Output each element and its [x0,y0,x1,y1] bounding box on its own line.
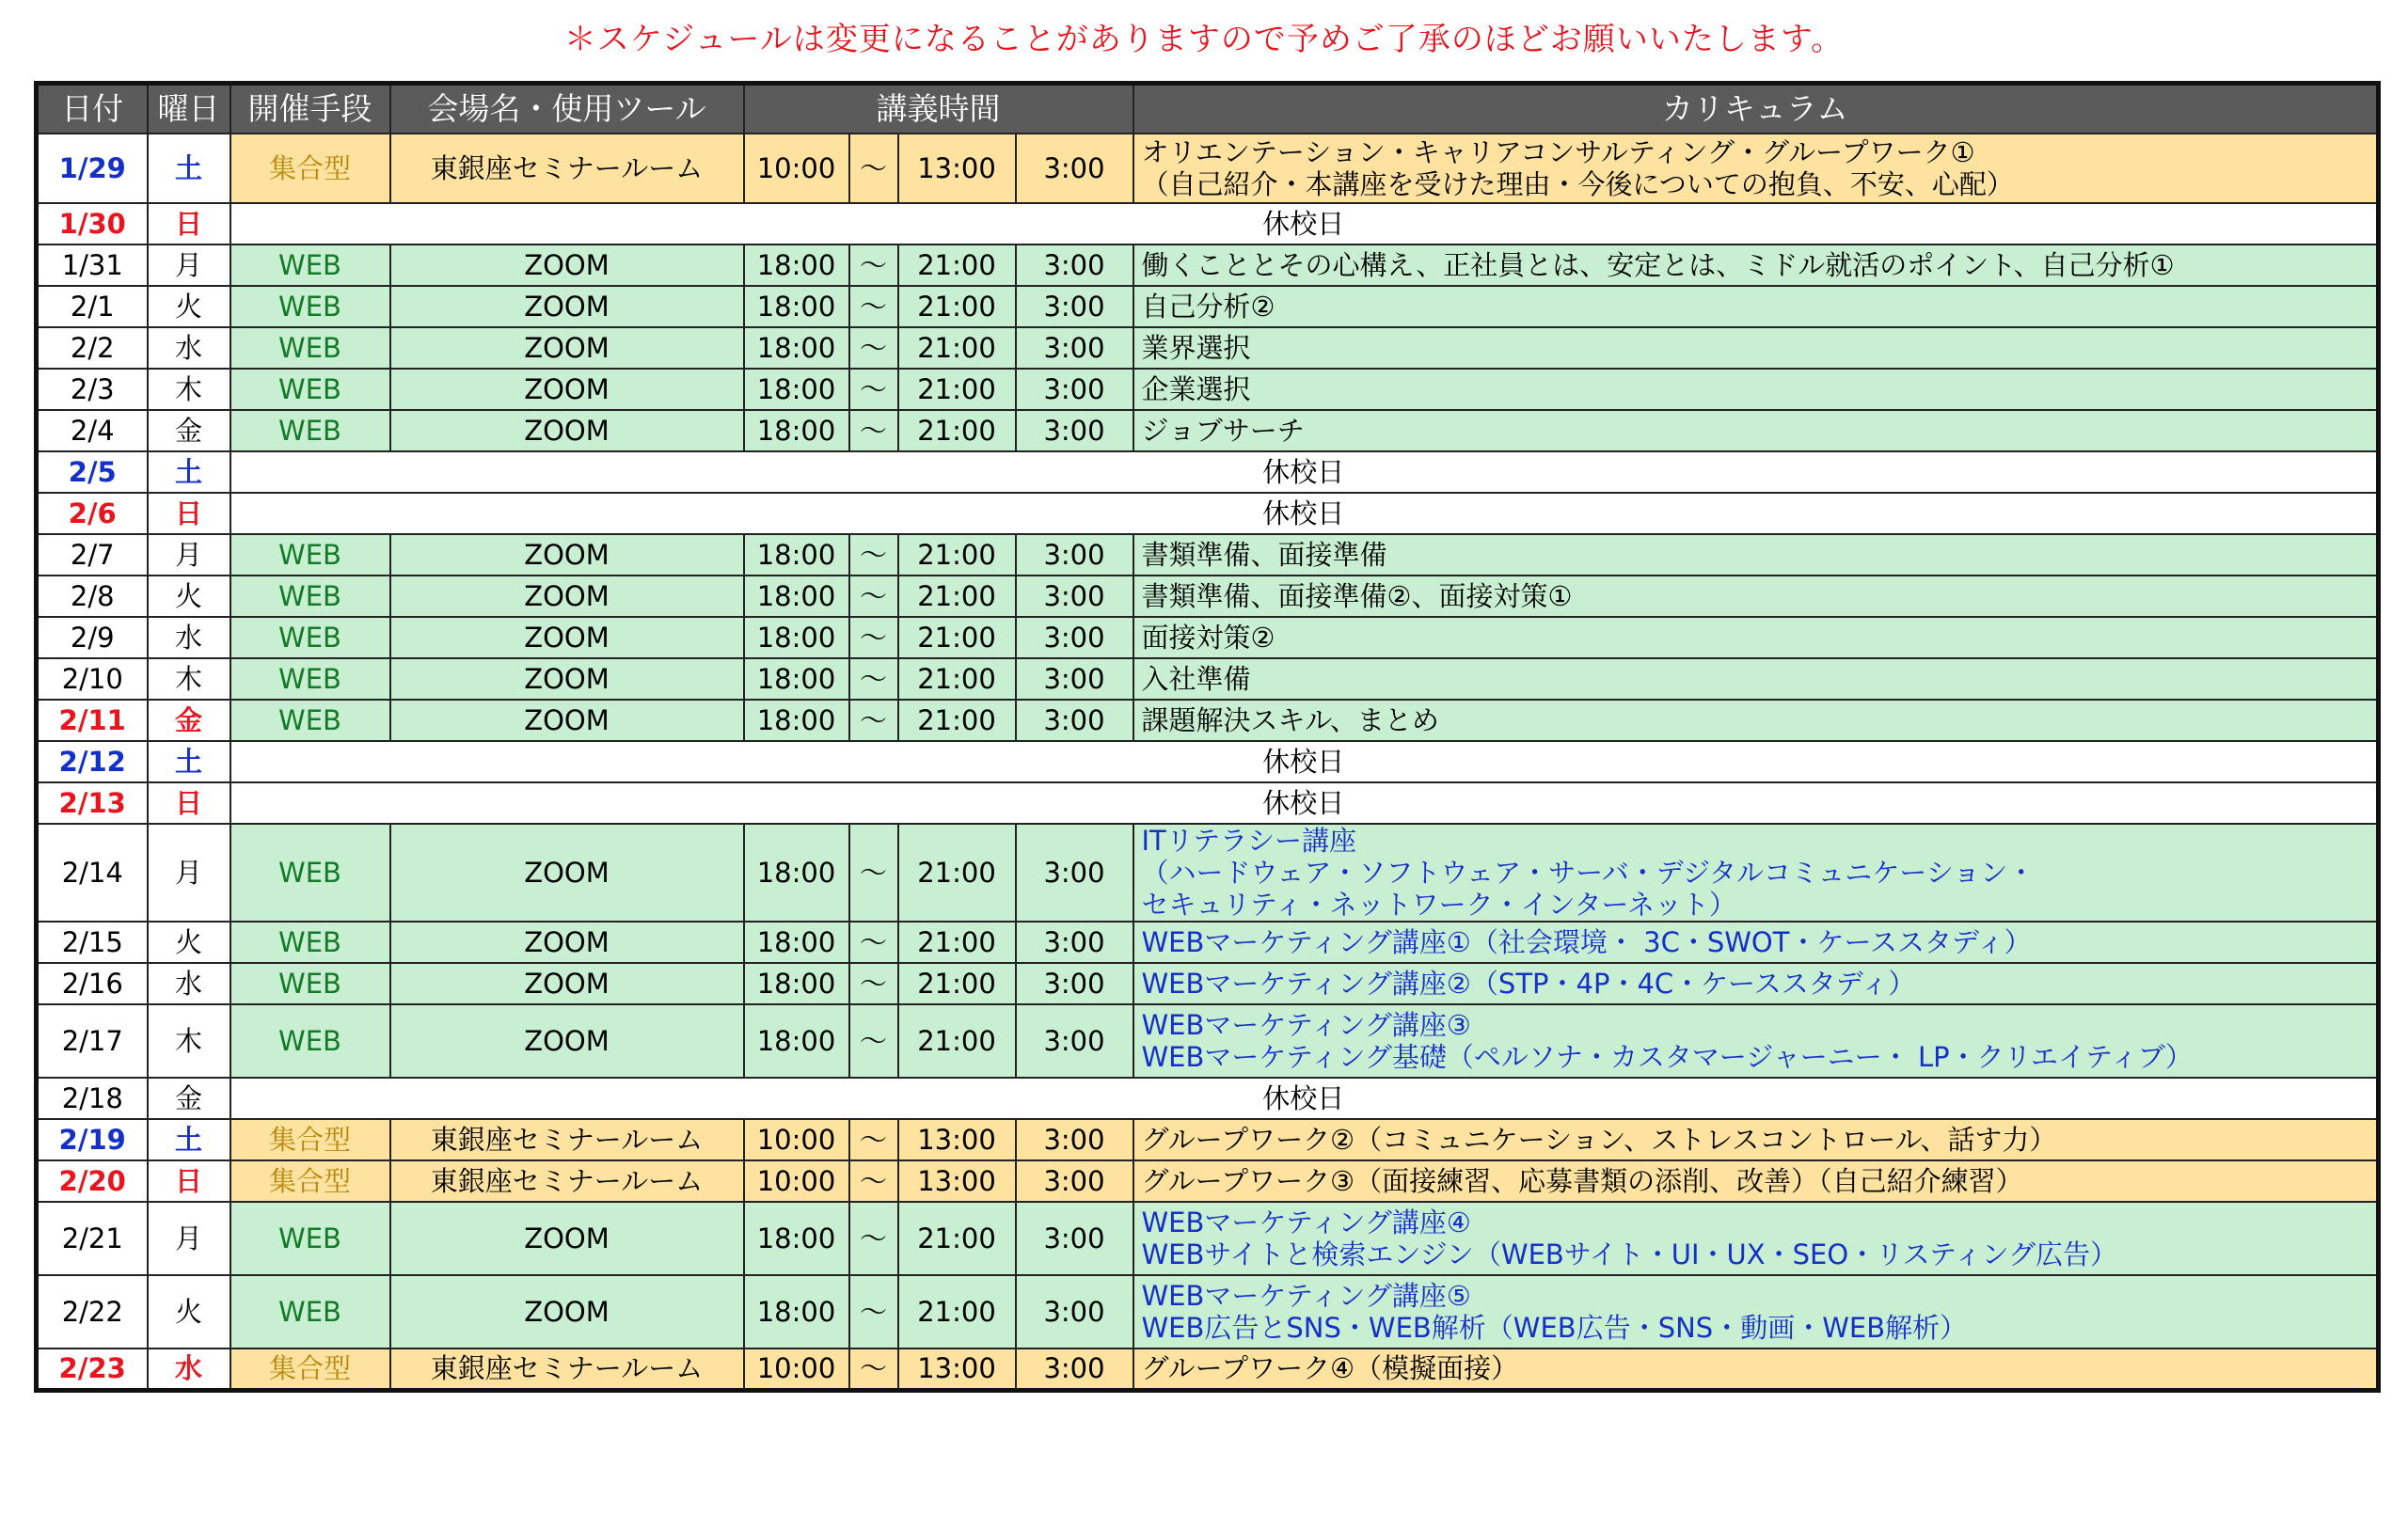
start-time-cell: 18:00 [744,700,849,741]
table-row [37,134,2379,203]
time-separator-cell: ～ [849,700,898,741]
table-row [37,741,2379,782]
table-row [37,963,2379,1004]
start-time-cell: 18:00 [744,369,849,410]
method-cell: WEB [230,369,390,410]
start-time-cell: 18:00 [744,576,849,617]
venue-cell: ZOOM [390,576,744,617]
duration-cell: 3:00 [1016,134,1133,203]
date-cell: 2/15 [37,922,148,963]
day-of-week-cell: 火 [148,576,230,617]
day-of-week-cell: 月 [148,244,230,286]
date-cell: 2/7 [37,534,148,576]
time-separator-cell: ～ [849,922,898,963]
start-time-cell: 18:00 [744,286,849,327]
curriculum-line: オリエンテーション・キャリアコンサルティング・グループワーク① [1141,136,1975,168]
method-cell: WEB [230,1275,390,1349]
day-of-week-cell: 水 [148,963,230,1004]
time-separator-cell: ～ [849,410,898,451]
duration-cell: 3:00 [1016,1004,1133,1078]
end-time-cell: 21:00 [898,922,1016,963]
venue-cell: ZOOM [390,327,744,369]
end-time-cell: 13:00 [898,1349,1016,1390]
curriculum-line: グループワーク②（コミュニケーション、ストレスコントロール、話す力） [1141,1124,2057,1156]
curriculum-line: グループワーク③（面接練習、応募書類の添削、改善）（自己紹介練習） [1141,1165,2023,1197]
day-of-week-cell: 土 [148,1119,230,1160]
time-separator-cell: ～ [849,1160,898,1202]
curriculum-line: 業界選択 [1141,332,1251,364]
time-separator-cell: ～ [849,1119,898,1160]
start-time-cell: 18:00 [744,327,849,369]
venue-cell: ZOOM [390,824,744,922]
table-row [37,1004,2379,1078]
curriculum-line: 働くこととその心構え、正社員とは、安定とは、ミドル就活のポイント、自己分析① [1141,249,2175,281]
curriculum-cell [1133,1349,2379,1390]
curriculum-line: 入社準備 [1141,663,1251,695]
table-row [37,1119,2379,1160]
curriculum-line: セキュリティ・ネットワーク・インターネット） [1141,889,1736,921]
curriculum-cell [1133,1275,2379,1349]
method-cell: WEB [230,922,390,963]
date-cell: 1/30 [37,203,148,244]
day-of-week-cell: 木 [148,369,230,410]
start-time-cell: 18:00 [744,922,849,963]
date-cell: 2/11 [37,700,148,741]
venue-cell: ZOOM [390,922,744,963]
end-time-cell: 21:00 [898,658,1016,700]
method-cell: WEB [230,1004,390,1078]
end-time-cell: 21:00 [898,534,1016,576]
venue-cell: ZOOM [390,244,744,286]
date-cell: 2/14 [37,824,148,922]
table-row [37,658,2379,700]
duration-cell: 3:00 [1016,824,1133,922]
duration-cell: 3:00 [1016,369,1133,410]
curriculum-line: WEBマーケティング基礎（ペルソナ・カスタマージャーニー・ LP・クリエイティブ） [1141,1041,2194,1073]
start-time-cell: 10:00 [744,1119,849,1160]
duration-cell: 3:00 [1016,922,1133,963]
time-separator-cell: ～ [849,134,898,203]
end-time-cell: 21:00 [898,1275,1016,1349]
method-cell: WEB [230,1202,390,1275]
curriculum-line: （ハードウェア・ソフトウェア・サーバ・デジタルコミュニケーション・ [1141,857,2036,889]
venue-cell: ZOOM [390,1004,744,1078]
schedule-notice: ＊スケジュールは変更になることがありますので予めご了承のほどお願いいたします。 [563,21,1845,58]
method-cell: 集合型 [230,1119,390,1160]
curriculum-cell [1133,824,2379,922]
date-cell: 1/31 [37,244,148,286]
curriculum-line: （自己紹介・本講座を受けた理由・今後についての抱負、不安、心配） [1141,168,2014,200]
header-day-of-week: 曜日 [148,84,230,134]
curriculum-line: WEBマーケティング講座①（社会環境・ 3C・SWOT・ケーススタディ） [1141,926,2032,958]
holiday-label: 休校日 [230,451,2379,493]
table-row [37,1078,2379,1119]
duration-cell: 3:00 [1016,1349,1133,1390]
end-time-cell: 21:00 [898,963,1016,1004]
date-cell: 2/9 [37,617,148,658]
day-of-week-cell: 火 [148,286,230,327]
day-of-week-cell: 土 [148,741,230,782]
curriculum-cell [1133,534,2379,576]
end-time-cell: 21:00 [898,1202,1016,1275]
duration-cell: 3:00 [1016,1275,1133,1349]
header-curriculum: カリキュラム [1133,84,2379,134]
venue-cell: 東銀座セミナールーム [390,1119,744,1160]
date-cell: 2/20 [37,1160,148,1202]
curriculum-line: ジョブサーチ [1141,415,1305,447]
end-time-cell: 13:00 [898,1160,1016,1202]
time-separator-cell: ～ [849,1275,898,1349]
curriculum-line: ITリテラシー講座 [1141,825,1357,857]
curriculum-cell [1133,286,2379,327]
date-cell: 2/3 [37,369,148,410]
start-time-cell: 18:00 [744,1004,849,1078]
end-time-cell: 21:00 [898,244,1016,286]
curriculum-line: WEBマーケティング講座③ [1141,1009,1471,1041]
duration-cell: 3:00 [1016,700,1133,741]
table-row [37,327,2379,369]
method-cell: WEB [230,658,390,700]
venue-cell: 東銀座セミナールーム [390,1160,744,1202]
curriculum-cell [1133,134,2379,203]
venue-cell: ZOOM [390,1202,744,1275]
curriculum-cell [1133,617,2379,658]
venue-cell: ZOOM [390,617,744,658]
start-time-cell: 18:00 [744,824,849,922]
duration-cell: 3:00 [1016,410,1133,451]
curriculum-cell [1133,658,2379,700]
table-row [37,1202,2379,1275]
table-row [37,451,2379,493]
date-cell: 2/10 [37,658,148,700]
table-row [37,617,2379,658]
time-separator-cell: ～ [849,576,898,617]
end-time-cell: 13:00 [898,134,1016,203]
venue-cell: ZOOM [390,963,744,1004]
venue-cell: ZOOM [390,369,744,410]
day-of-week-cell: 月 [148,824,230,922]
duration-cell: 3:00 [1016,658,1133,700]
table-header [37,84,2379,134]
table-row [37,576,2379,617]
end-time-cell: 21:00 [898,327,1016,369]
curriculum-line: 面接対策② [1141,622,1275,654]
header-venue: 会場名・使用ツール [390,84,744,134]
start-time-cell: 18:00 [744,244,849,286]
header-date: 日付 [37,84,148,134]
date-cell: 2/1 [37,286,148,327]
date-cell: 2/2 [37,327,148,369]
date-cell: 2/4 [37,410,148,451]
start-time-cell: 10:00 [744,1160,849,1202]
venue-cell: ZOOM [390,1275,744,1349]
curriculum-cell [1133,244,2379,286]
date-cell: 2/13 [37,782,148,824]
table-row [37,534,2379,576]
time-separator-cell: ～ [849,658,898,700]
curriculum-line: WEB広告とSNS・WEB解析（WEB広告・SNS・動画・WEB解析） [1141,1312,1968,1344]
venue-cell: ZOOM [390,700,744,741]
date-cell: 2/23 [37,1349,148,1390]
duration-cell: 3:00 [1016,534,1133,576]
header-lecture-time: 講義時間 [744,84,1133,134]
day-of-week-cell: 水 [148,327,230,369]
method-cell: WEB [230,617,390,658]
holiday-label: 休校日 [230,203,2379,244]
method-cell: WEB [230,410,390,451]
table-row [37,1275,2379,1349]
end-time-cell: 21:00 [898,1004,1016,1078]
time-separator-cell: ～ [849,286,898,327]
curriculum-cell [1133,1160,2379,1202]
duration-cell: 3:00 [1016,576,1133,617]
curriculum-line: 課題解決スキル、まとめ [1141,704,1439,736]
date-cell: 2/19 [37,1119,148,1160]
time-separator-cell: ～ [849,327,898,369]
table-row [37,824,2379,922]
method-cell: 集合型 [230,1349,390,1390]
date-cell: 2/18 [37,1078,148,1119]
curriculum-line: WEBマーケティング講座④ [1141,1207,1471,1238]
day-of-week-cell: 日 [148,493,230,534]
start-time-cell: 18:00 [744,617,849,658]
date-cell: 2/12 [37,741,148,782]
method-cell: WEB [230,534,390,576]
curriculum-cell [1133,1202,2379,1275]
method-cell: WEB [230,824,390,922]
day-of-week-cell: 金 [148,1078,230,1119]
date-cell: 2/21 [37,1202,148,1275]
end-time-cell: 21:00 [898,576,1016,617]
method-cell: WEB [230,327,390,369]
time-separator-cell: ～ [849,1202,898,1275]
curriculum-cell [1133,327,2379,369]
duration-cell: 3:00 [1016,327,1133,369]
time-separator-cell: ～ [849,244,898,286]
table-row [37,1349,2379,1390]
time-separator-cell: ～ [849,617,898,658]
start-time-cell: 18:00 [744,534,849,576]
venue-cell: 東銀座セミナールーム [390,1349,744,1390]
duration-cell: 3:00 [1016,617,1133,658]
duration-cell: 3:00 [1016,963,1133,1004]
start-time-cell: 18:00 [744,658,849,700]
day-of-week-cell: 木 [148,1004,230,1078]
table-row [37,244,2379,286]
duration-cell: 3:00 [1016,286,1133,327]
start-time-cell: 10:00 [744,134,849,203]
start-time-cell: 18:00 [744,1202,849,1275]
day-of-week-cell: 日 [148,1160,230,1202]
header-method: 開催手段 [230,84,390,134]
end-time-cell: 21:00 [898,700,1016,741]
table-row [37,782,2379,824]
table-row [37,700,2379,741]
holiday-label: 休校日 [230,493,2379,534]
table-row [37,1160,2379,1202]
day-of-week-cell: 水 [148,1349,230,1390]
day-of-week-cell: 木 [148,658,230,700]
end-time-cell: 21:00 [898,369,1016,410]
curriculum-cell [1133,1004,2379,1078]
curriculum-line: 自己分析② [1141,291,1275,323]
schedule-table [34,81,2381,1393]
curriculum-line: 書類準備、面接準備 [1141,539,1387,571]
date-cell: 2/8 [37,576,148,617]
day-of-week-cell: 水 [148,617,230,658]
curriculum-line: 書類準備、面接準備②、面接対策① [1141,580,1573,612]
end-time-cell: 21:00 [898,410,1016,451]
holiday-label: 休校日 [230,782,2379,824]
curriculum-line: 企業選択 [1141,373,1251,405]
curriculum-cell [1133,410,2379,451]
end-time-cell: 21:00 [898,286,1016,327]
holiday-label: 休校日 [230,741,2379,782]
start-time-cell: 10:00 [744,1349,849,1390]
time-separator-cell: ～ [849,963,898,1004]
duration-cell: 3:00 [1016,1119,1133,1160]
time-separator-cell: ～ [849,1004,898,1078]
date-cell: 1/29 [37,134,148,203]
table-row [37,493,2379,534]
venue-cell: ZOOM [390,286,744,327]
curriculum-line: WEBサイトと検索エンジン（WEBサイト・UI・UX・SEO・リスティング広告） [1141,1238,2118,1270]
start-time-cell: 18:00 [744,410,849,451]
day-of-week-cell: 土 [148,134,230,203]
table-body [37,134,2379,1390]
date-cell: 2/17 [37,1004,148,1078]
table-row [37,203,2379,244]
curriculum-cell [1133,700,2379,741]
date-cell: 2/22 [37,1275,148,1349]
end-time-cell: 21:00 [898,824,1016,922]
end-time-cell: 13:00 [898,1119,1016,1160]
day-of-week-cell: 月 [148,1202,230,1275]
venue-cell: ZOOM [390,410,744,451]
start-time-cell: 18:00 [744,1275,849,1349]
duration-cell: 3:00 [1016,244,1133,286]
time-separator-cell: ～ [849,534,898,576]
date-cell: 2/16 [37,963,148,1004]
venue-cell: ZOOM [390,658,744,700]
table-row [37,922,2379,963]
time-separator-cell: ～ [849,824,898,922]
method-cell: 集合型 [230,134,390,203]
table-row [37,286,2379,327]
day-of-week-cell: 月 [148,534,230,576]
holiday-label: 休校日 [230,1078,2379,1119]
date-cell: 2/6 [37,493,148,534]
time-separator-cell: ～ [849,369,898,410]
duration-cell: 3:00 [1016,1160,1133,1202]
method-cell: WEB [230,286,390,327]
curriculum-cell [1133,922,2379,963]
method-cell: WEB [230,700,390,741]
start-time-cell: 18:00 [744,963,849,1004]
day-of-week-cell: 火 [148,922,230,963]
end-time-cell: 21:00 [898,617,1016,658]
curriculum-cell [1133,576,2379,617]
duration-cell: 3:00 [1016,1202,1133,1275]
day-of-week-cell: 金 [148,410,230,451]
time-separator-cell: ～ [849,1349,898,1390]
method-cell: WEB [230,963,390,1004]
day-of-week-cell: 金 [148,700,230,741]
curriculum-cell [1133,1119,2379,1160]
method-cell: WEB [230,576,390,617]
day-of-week-cell: 日 [148,203,230,244]
date-cell: 2/5 [37,451,148,493]
table-row [37,410,2379,451]
curriculum-line: グループワーク④（模擬面接） [1141,1352,1519,1385]
method-cell: WEB [230,244,390,286]
day-of-week-cell: 土 [148,451,230,493]
curriculum-cell [1133,963,2379,1004]
venue-cell: 東銀座セミナールーム [390,134,744,203]
curriculum-line: WEBマーケティング講座⑤ [1141,1280,1471,1312]
venue-cell: ZOOM [390,534,744,576]
day-of-week-cell: 日 [148,782,230,824]
day-of-week-cell: 火 [148,1275,230,1349]
table-row [37,369,2379,410]
curriculum-cell [1133,369,2379,410]
method-cell: 集合型 [230,1160,390,1202]
curriculum-line: WEBマーケティング講座②（STP・4P・4C・ケーススタディ） [1141,968,1916,1000]
